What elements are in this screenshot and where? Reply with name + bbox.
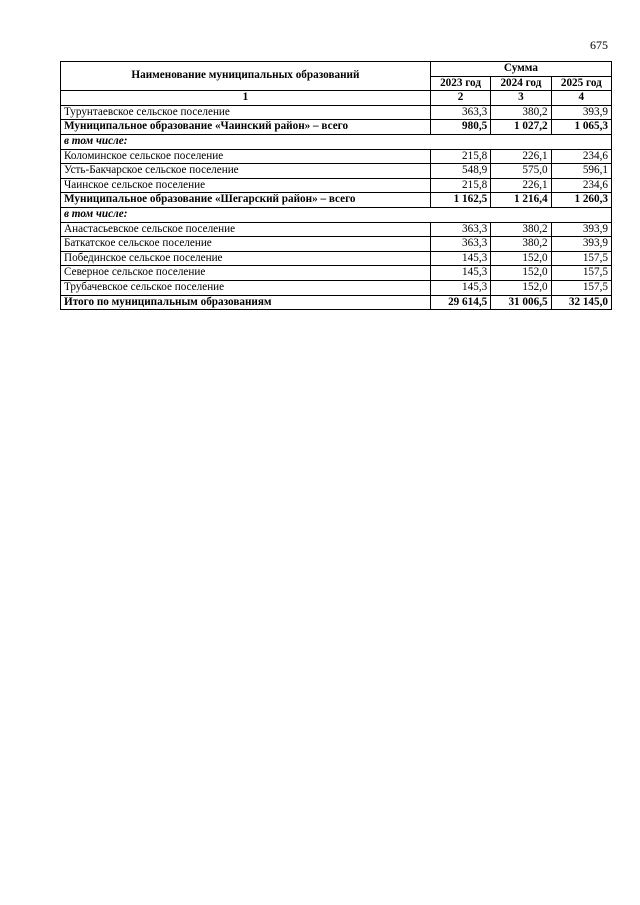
amount-2025: 32 145,0	[551, 295, 611, 310]
amount-2024: 152,0	[491, 266, 551, 281]
table-row	[61, 280, 612, 295]
amount-2024: 1 027,2	[491, 120, 551, 135]
header-sum: Сумма	[430, 62, 611, 77]
amount-2024: 152,0	[491, 251, 551, 266]
table-row	[61, 164, 612, 179]
amount-2025: 393,9	[551, 105, 611, 120]
amount-2025: 157,5	[551, 266, 611, 281]
header-row-top	[61, 62, 612, 77]
amount-2024: 575,0	[491, 164, 551, 179]
amount-2024: 380,2	[491, 237, 551, 252]
table-total-row	[61, 193, 612, 208]
amount-2023: 145,3	[430, 251, 490, 266]
amount-2025: 393,9	[551, 237, 611, 252]
budget-table	[60, 61, 612, 310]
column-number-4: 4	[551, 91, 611, 106]
table-body	[61, 105, 612, 309]
header-year-2023: 2023 год	[430, 76, 490, 91]
table-row	[61, 105, 612, 120]
amount-2025: 157,5	[551, 251, 611, 266]
amount-2025: 157,5	[551, 280, 611, 295]
table-row	[61, 149, 612, 164]
municipality-name: Анастасьевское сельское поселение	[61, 222, 431, 237]
subheading-label: в том числе:	[61, 134, 612, 149]
amount-2023: 980,5	[430, 120, 490, 135]
amount-2023: 145,3	[430, 280, 490, 295]
column-number-1: 1	[61, 91, 431, 106]
amount-2025: 596,1	[551, 164, 611, 179]
column-number-3: 3	[491, 91, 551, 106]
amount-2025: 234,6	[551, 149, 611, 164]
amount-2023: 363,3	[430, 222, 490, 237]
amount-2025: 393,9	[551, 222, 611, 237]
municipality-name: Усть-Бакчарское сельское поселение	[61, 164, 431, 179]
amount-2024: 226,1	[491, 178, 551, 193]
table-row	[61, 237, 612, 252]
amount-2023: 145,3	[430, 266, 490, 281]
municipality-name: Итого по муниципальным образованиям	[61, 295, 431, 310]
amount-2025: 1 065,3	[551, 120, 611, 135]
municipality-name: Муниципальное образование «Шегарский район» – всего	[61, 193, 431, 208]
header-year-2024: 2024 год	[491, 76, 551, 91]
subheading-label: в том числе:	[61, 207, 612, 222]
amount-2023: 1 162,5	[430, 193, 490, 208]
municipality-name: Баткатское сельское поселение	[61, 237, 431, 252]
table-total-row	[61, 120, 612, 135]
municipality-name: Муниципальное образование «Чаинский район» – всего	[61, 120, 431, 135]
amount-2023: 548,9	[430, 164, 490, 179]
amount-2024: 226,1	[491, 149, 551, 164]
amount-2023: 215,8	[430, 178, 490, 193]
table-row	[61, 178, 612, 193]
amount-2024: 31 006,5	[491, 295, 551, 310]
amount-2025: 234,6	[551, 178, 611, 193]
municipality-name: Северное сельское поселение	[61, 266, 431, 281]
amount-2024: 1 216,4	[491, 193, 551, 208]
table-subheading-row	[61, 207, 612, 222]
amount-2023: 363,3	[430, 237, 490, 252]
amount-2023: 29 614,5	[430, 295, 490, 310]
header-year-2025: 2025 год	[551, 76, 611, 91]
table-subheading-row	[61, 134, 612, 149]
amount-2023: 363,3	[430, 105, 490, 120]
table-row	[61, 266, 612, 281]
municipality-name: Коломинское сельское поселение	[61, 149, 431, 164]
table-row	[61, 222, 612, 237]
amount-2024: 380,2	[491, 105, 551, 120]
amount-2023: 215,8	[430, 149, 490, 164]
page-number: 675	[590, 38, 608, 52]
amount-2025: 1 260,3	[551, 193, 611, 208]
municipality-name: Турунтаевское сельское поселение	[61, 105, 431, 120]
table-total-row	[61, 295, 612, 310]
municipality-name: Трубачевское сельское поселение	[61, 280, 431, 295]
column-number-2: 2	[430, 91, 490, 106]
header-row-column-numbers	[61, 91, 612, 106]
municipality-name: Чаинское сельское поселение	[61, 178, 431, 193]
municipality-name: Побединское сельское поселение	[61, 251, 431, 266]
amount-2024: 152,0	[491, 280, 551, 295]
amount-2024: 380,2	[491, 222, 551, 237]
header-name-column: Наименование муниципальных образований	[61, 62, 431, 91]
table-row	[61, 251, 612, 266]
